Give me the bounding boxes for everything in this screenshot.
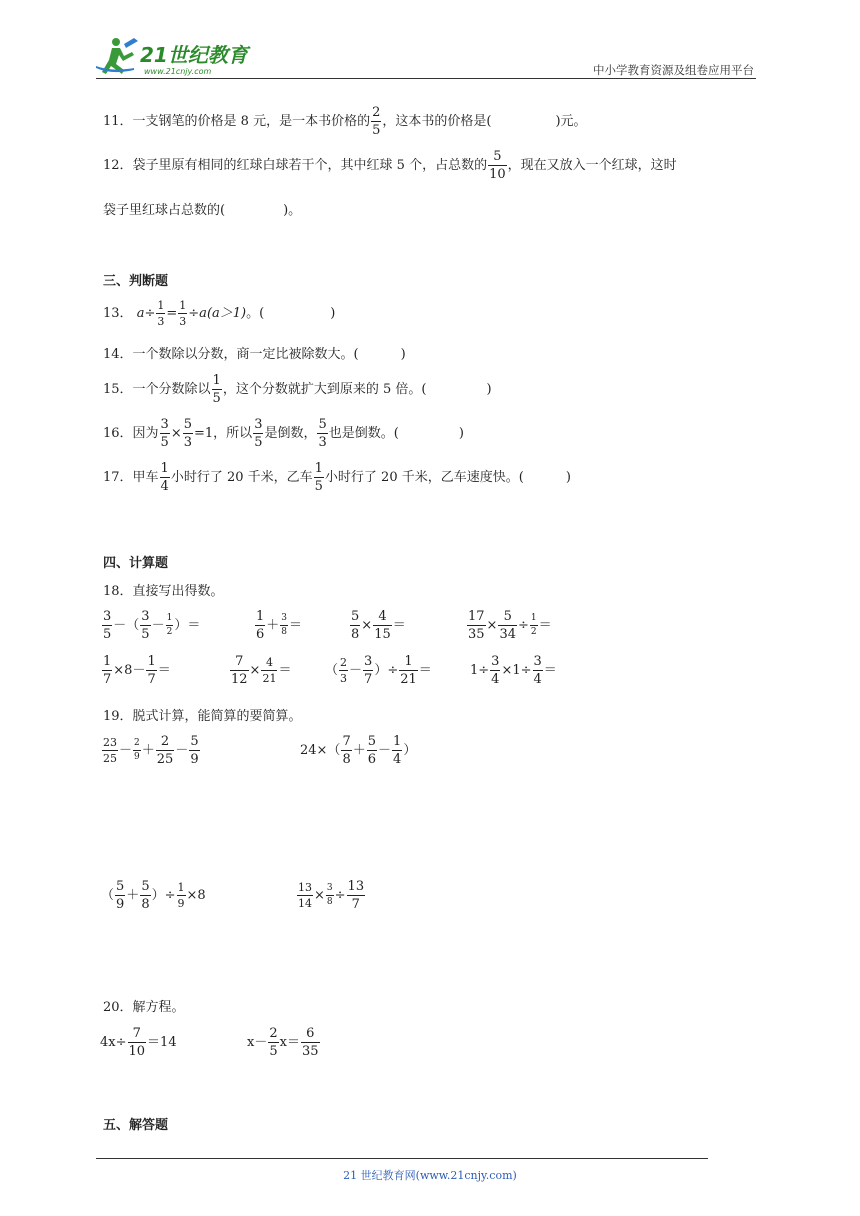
runner-logo-icon [96,38,138,74]
section-title-judgement: 三、判断题 [103,274,169,289]
logo-text: 21世纪教育 [140,43,248,67]
q19-expr-1: $\frac{23}{25}$ － $\frac{2}{9}$ ＋ $\frac{2}{25}$ － $\frac{5}{9}$ [103,734,199,767]
question-12-line2: 袋子里红球占总数的( )。 [103,203,302,218]
q18-expr-6: $\frac{7}{12}$ × $\frac{4}{21}$ ＝ [231,654,292,687]
section-title-word-problems: 五、解答题 [103,1118,169,1133]
q18-expr-2: $\frac{1}{6}$ ＋ $\frac{3}{8}$ ＝ [256,609,303,642]
question-19-title: 19．脱式计算，能简算的要简算。 [103,709,302,724]
q18-expr-1: $\frac{3}{5}$ －（ $\frac{3}{5}$ － $\frac{1}{2}$ ）＝ [103,609,201,642]
footer-link[interactable]: 21 世纪教育网(www.21cnjy.com) [343,1169,517,1182]
q18-expr-3: $\frac{5}{8}$ × $\frac{4}{15}$ ＝ [351,609,406,642]
question-15: 15．一个分数除以 $\frac{1}{5}$ ，这个分数就扩大到原来的 5 倍。( ) [103,373,492,406]
fraction: $\frac{5}{10}$ [489,149,506,182]
q18-expr-8: 1÷ $\frac{3}{4}$ ×1÷ $\frac{3}{4}$ ＝ [470,654,557,687]
q20-equation-2: x－ $\frac{2}{5}$ x＝ $\frac{6}{35}$ [247,1026,319,1059]
logo-url: www.21cnjy.com [144,67,212,76]
q18-expr-4: $\frac{17}{35}$ × $\frac{5}{34}$ ÷ $\frac{1}{2}$ ＝ [468,609,552,642]
section-title-calculation: 四、计算题 [103,556,169,571]
header-divider [96,78,756,79]
footer-divider [96,1158,708,1159]
question-17: 17．甲车 $\frac{1}{4}$ 小时行了 20 千米，乙车 $\frac{1}{5}$ 小时行了 20 千米，乙车速度快。( ) [103,461,571,494]
question-20-title: 20．解方程。 [103,1000,185,1015]
question-11: 11．一支钢笔的价格是 8 元，是一本书价格的 $\frac{2}{5}$ ，这本书的价格是( )元。 [103,105,587,138]
question-13: 13． a÷ $\frac{1}{3}$ = $\frac{1}{3}$ ÷a(a＞1)。( ) [103,299,336,328]
fraction: $\frac{2}{5}$ [372,105,381,138]
question-12: 12．袋子里原有相同的红球白球若干个，其中红球 5 个，占总数的 $\frac{5}{10}$ ，现在又放入一个红球，这时 [103,149,677,182]
q18-expr-7: （ $\frac{2}{3}$ － $\frac{3}{7}$ ）÷ $\frac{1}{21}$ ＝ [325,654,432,687]
q18-expr-5: $\frac{1}{7}$ ×8－ $\frac{1}{7}$ ＝ [103,654,171,687]
question-16: 16．因为 $\frac{3}{5}$ × $\frac{5}{3}$ =1，所以 $\frac{3}{5}$ 是倒数， $\frac{5}{3}$ 也是倒数。( ) [103,417,464,450]
q20-equation-1: 4x÷ $\frac{7}{10}$ ＝14 [100,1026,177,1059]
q19-expr-3: （ $\frac{5}{9}$ ＋ $\frac{5}{8}$ ）÷ $\frac{1}{9}$ ×8 [101,879,206,912]
site-logo [94,36,259,78]
q19-expr-4: $\frac{13}{14}$ × $\frac{3}{8}$ ÷ $\frac{13}{7}$ [298,879,365,912]
platform-label: 中小学教育资源及组卷应用平台 [593,63,754,77]
question-14: 14．一个数除以分数，商一定比被除数大。( ) [103,347,406,362]
question-18-title: 18．直接写出得数。 [103,584,224,599]
q19-expr-2: 24×（ $\frac{7}{8}$ ＋ $\frac{5}{6}$ － $\frac{1}{4}$ ） [300,734,417,767]
